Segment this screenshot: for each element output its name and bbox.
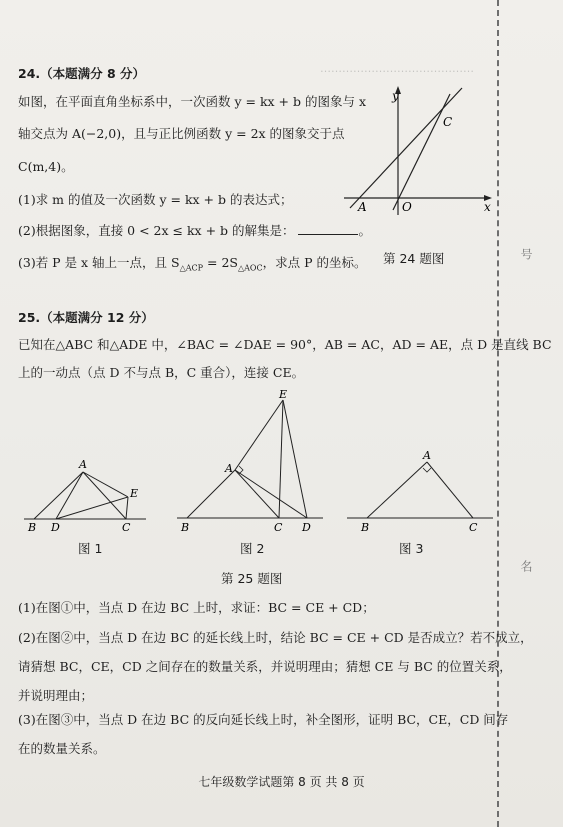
q25-text-line-1: 已知在△ABC 和△ADE 中，∠BAC = ∠DAE = 90°，AB = AC，AD = AE，点 D 是直线 BC bbox=[18, 337, 552, 352]
fig3-label-A: A bbox=[423, 449, 431, 462]
q24-part-3-sub-2: △AOC bbox=[237, 263, 263, 273]
q24-part-2: (2)根据图象，直接 0 < 2x ≤ kx + b 的解集是： 。 bbox=[18, 223, 371, 238]
label-O: O bbox=[402, 200, 412, 214]
answer-blank[interactable] bbox=[298, 222, 358, 235]
margin-label-name: 名 bbox=[519, 560, 533, 572]
figure-25-caption: 第 25 题图 bbox=[221, 571, 283, 586]
q25-part-2-line-2: 请猜想 BC，CE，CD 之间存在的数量关系，并说明理由；猜想 CE 与 BC 的位置关系， bbox=[18, 659, 512, 674]
fold-dashed-line bbox=[497, 0, 499, 827]
figure-25-1 bbox=[20, 445, 150, 535]
q24-part-2-text: (2)根据图象，直接 0 < 2x ≤ kx + b 的解集是： bbox=[18, 223, 295, 238]
q25-part-2-line-1: (2)在图②中，当点 D 在边 BC 的延长线上时，结论 BC = CE + CD 是否成立？若不成立， bbox=[18, 630, 533, 645]
segment-ad bbox=[235, 470, 307, 518]
segment-ac bbox=[235, 470, 279, 518]
figure-25-3 bbox=[345, 448, 495, 534]
q24-part-3-text-b: = 2S bbox=[203, 255, 238, 270]
segment-ab bbox=[367, 462, 427, 518]
label-x: x bbox=[484, 200, 491, 214]
q24-part-3-text-c: ，求点 P 的坐标。 bbox=[262, 255, 367, 270]
q24-part-3-sub-1: △ACP bbox=[179, 263, 204, 273]
figure-25-2 bbox=[175, 388, 325, 536]
figure-24-graph bbox=[338, 80, 496, 220]
bleed-through-text: …………………………………… bbox=[320, 62, 474, 75]
fig2-label-E: E bbox=[279, 388, 288, 401]
segment-ed bbox=[283, 400, 307, 518]
fig3-label-C: C bbox=[469, 521, 478, 534]
fig2-label-A: A bbox=[225, 462, 233, 475]
segment-ae bbox=[83, 472, 128, 497]
right-angle-mark bbox=[423, 468, 431, 472]
fig1-label-C: C bbox=[122, 521, 131, 534]
fig2-label-B: B bbox=[181, 521, 190, 534]
q25-part-1: (1)在图①中，当点 D 在边 BC 上时，求证：BC = CE + CD； bbox=[18, 600, 375, 615]
fig1-label-D: D bbox=[51, 521, 60, 534]
label-A: A bbox=[358, 200, 367, 214]
label-C: C bbox=[443, 115, 453, 129]
figure-1-caption: 图 1 bbox=[78, 541, 103, 556]
segment-ac bbox=[83, 472, 126, 519]
q25-part-3-line-2: 在的数量关系。 bbox=[18, 741, 106, 756]
segment-ac bbox=[427, 462, 473, 518]
q25-text-line-2: 上的一动点（点 D 不与点 B，C 重合），连接 CE。 bbox=[18, 365, 305, 380]
page-footer: 七年级数学试题第 8 页 共 8 页 bbox=[198, 775, 365, 789]
label-y: y bbox=[392, 89, 399, 103]
figure-3-caption: 图 3 bbox=[399, 541, 424, 556]
q24-part-3-text-a: (3)若 P 是 x 轴上一点，且 S bbox=[18, 255, 180, 270]
fig1-label-B: B bbox=[28, 521, 37, 534]
segment-ae bbox=[235, 400, 283, 470]
figure-2-caption: 图 2 bbox=[240, 541, 265, 556]
segment-ab bbox=[34, 472, 83, 519]
q24-text-line-3: C(m,4)。 bbox=[18, 159, 74, 174]
margin-label-number: 号 bbox=[519, 248, 533, 260]
figure-24-caption: 第 24 题图 bbox=[383, 251, 445, 266]
fig2-label-C: C bbox=[274, 521, 283, 534]
segment-ab bbox=[187, 470, 235, 518]
q24-text-line-1: 如图，在平面直角坐标系中，一次函数 y = kx + b 的图象与 x bbox=[18, 94, 366, 109]
q25-part-3-line-1: (3)在图③中，当点 D 在边 BC 的反向延长线上时，补全图形，证明 BC，CE，CD 间存 bbox=[18, 712, 509, 727]
line-kx-b bbox=[350, 88, 462, 208]
q24-part-1: (1)求 m 的值及一次函数 y = kx + b 的表达式； bbox=[18, 192, 293, 207]
q25-part-2-line-3: 并说明理由； bbox=[18, 688, 94, 703]
question-24-title: 24.（本题满分 8 分） bbox=[18, 66, 146, 81]
question-25-title: 25.（本题满分 12 分） bbox=[18, 310, 154, 325]
q24-text-line-2: 轴交点为 A(−2,0)，且与正比例函数 y = 2x 的图象交于点 bbox=[18, 126, 345, 141]
fig1-label-E: E bbox=[130, 487, 139, 500]
fig1-label-A: A bbox=[79, 458, 87, 471]
fig3-label-B: B bbox=[361, 521, 370, 534]
q24-part-3 bbox=[18, 253, 366, 273]
segment-ec bbox=[126, 497, 128, 519]
fig2-label-D: D bbox=[302, 521, 311, 534]
